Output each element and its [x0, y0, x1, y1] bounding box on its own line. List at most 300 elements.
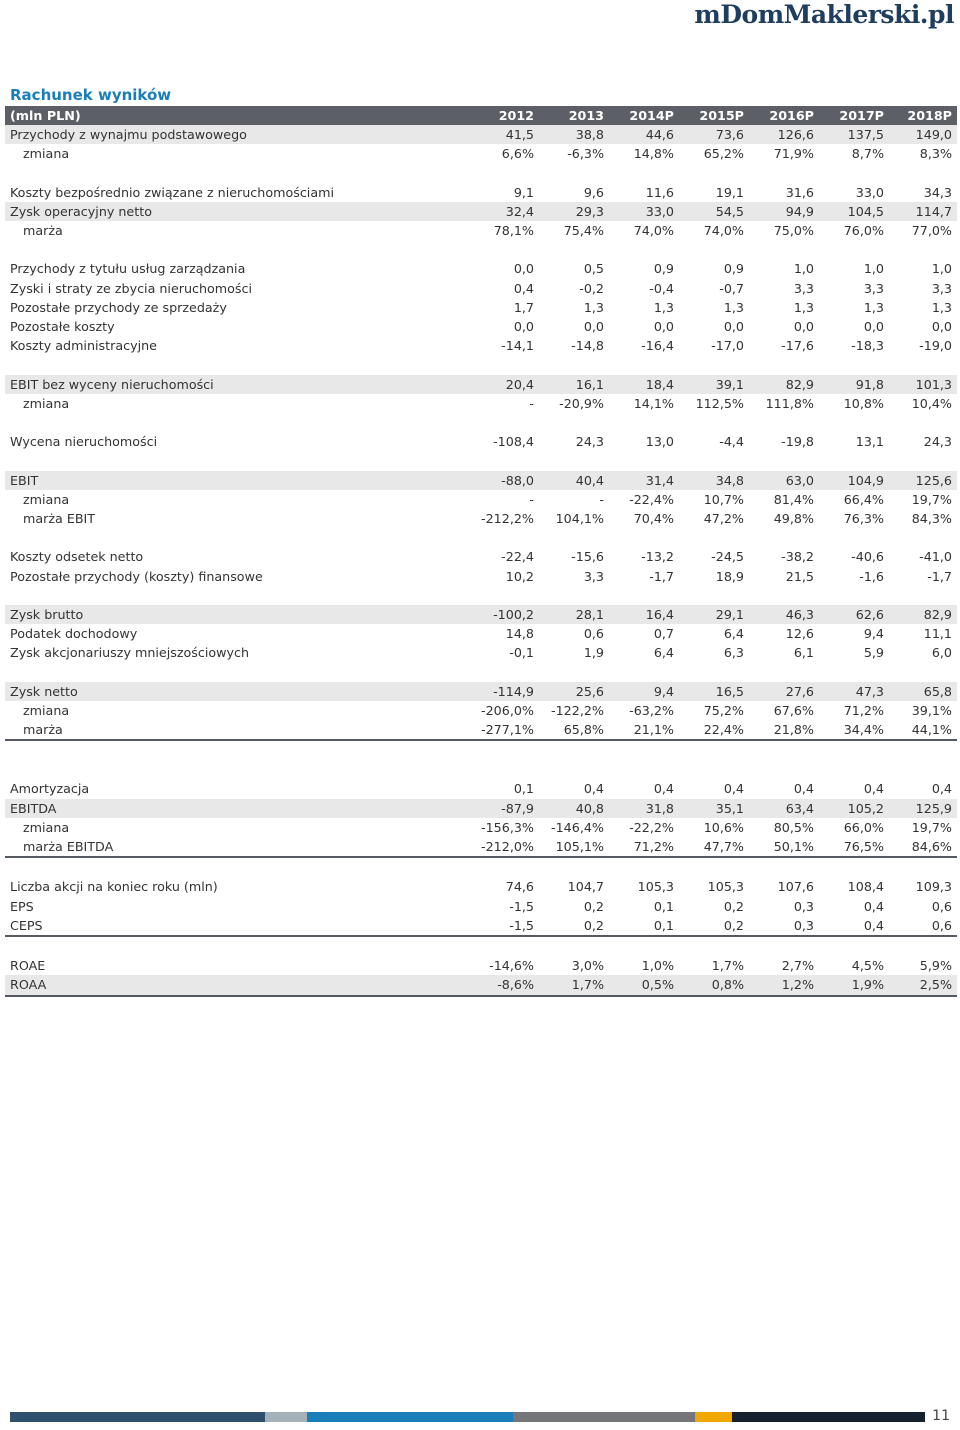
row-value: 44,1% [889, 720, 957, 740]
table-row [5, 375, 957, 394]
row-value: 0,0 [583, 319, 604, 334]
row-value: 8,3% [919, 146, 952, 162]
table-row [5, 125, 957, 144]
row-value: 16,1 [539, 375, 609, 394]
row-label: EBITDA [5, 799, 462, 818]
row-value: 62,6 [819, 605, 889, 624]
row-value: 112,5% [695, 395, 744, 411]
row-value: -22,2% [629, 819, 674, 835]
row-value: 65,8 [889, 682, 957, 701]
table-row [5, 394, 957, 413]
row-label: EBIT bez wyceny nieruchomości [5, 375, 462, 394]
row-value: -1,6 [859, 568, 884, 584]
row-value: 104,1% [555, 510, 604, 526]
row-value: 66,0% [843, 819, 884, 835]
table-row [5, 567, 957, 586]
row-value: 0,6 [889, 916, 957, 936]
footer-bar-segment [732, 1412, 925, 1422]
spacer-row [5, 240, 957, 259]
spacer-cell [5, 240, 957, 259]
row-value: -212,2% [481, 510, 534, 526]
row-value: 46,3 [749, 605, 819, 624]
row-value: 1,9% [819, 975, 889, 995]
row-value: -122,2% [551, 702, 604, 718]
row-value: 38,8 [539, 125, 609, 144]
row-value: 0,4 [793, 781, 814, 797]
row-value: 63,4 [749, 799, 819, 818]
row-value: 0,7 [653, 626, 674, 642]
row-label: marża [23, 223, 63, 238]
row-value: 0,4 [653, 781, 674, 797]
row-value: 1,3 [583, 299, 604, 315]
row-label: Wycena nieruchomości [10, 434, 158, 450]
row-value: -1,5 [509, 898, 534, 914]
row-value: 105,2 [819, 799, 889, 818]
row-value: -8,6% [462, 975, 539, 995]
row-value: 1,9 [583, 645, 604, 661]
spacer-cell [5, 936, 957, 956]
row-value: -1,7 [927, 568, 952, 584]
row-value: - [529, 395, 534, 411]
table-row [5, 144, 957, 163]
row-label: Pozostałe przychody (koszty) finansowe [10, 568, 263, 584]
row-value: 0,4 [513, 280, 534, 296]
row-label: Koszty administracyjne [10, 338, 157, 354]
row-value: 29,1 [679, 605, 749, 624]
row-value: 104,5 [819, 202, 889, 221]
row-value: 0,2 [723, 898, 744, 914]
row-value: 12,6 [785, 626, 814, 642]
row-value: 6,0 [931, 645, 952, 661]
table-row [5, 202, 957, 221]
row-value: 13,1 [855, 434, 884, 450]
spacer-row [5, 451, 957, 470]
row-value: 0,3 [793, 898, 814, 914]
row-value: 14,8 [505, 626, 534, 642]
row-value: -206,0% [481, 702, 534, 718]
row-value: 101,3 [889, 375, 957, 394]
row-value: 105,3 [707, 879, 744, 895]
spacer-row [5, 528, 957, 547]
spacer-row [5, 355, 957, 374]
row-value: 91,8 [819, 375, 889, 394]
row-value: 21,8% [749, 720, 819, 740]
table-row [5, 799, 957, 818]
row-value: -0,7 [719, 280, 744, 296]
row-value: 1,0 [863, 261, 884, 277]
row-value: 2,5% [889, 975, 957, 995]
row-value: 67,6% [773, 702, 814, 718]
row-value: 14,1% [633, 395, 674, 411]
row-value: 1,0 [931, 261, 952, 277]
row-value: 1,7% [539, 975, 609, 995]
row-value: 75,2% [703, 702, 744, 718]
footer-bar-segment [10, 1412, 265, 1422]
row-value: 47,3 [819, 682, 889, 701]
row-value: 29,3 [539, 202, 609, 221]
row-value: 21,1% [609, 720, 679, 740]
row-label: Przychody z tytułu usług zarządzania [10, 261, 246, 277]
spacer-cell [5, 586, 957, 605]
row-value: -108,4 [493, 434, 534, 450]
row-value: 35,1 [679, 799, 749, 818]
row-value: 71,2% [843, 702, 884, 718]
table-row [5, 432, 957, 451]
row-value: -17,6 [781, 338, 814, 354]
table-row [5, 605, 957, 624]
row-value: 74,6 [505, 879, 534, 895]
row-label: marża [5, 720, 462, 740]
row-value: - [529, 491, 534, 507]
row-label: zmiana [23, 702, 70, 718]
row-value: 94,9 [749, 202, 819, 221]
header-year: 2014P [609, 106, 679, 125]
row-label: Zysk akcjonariuszy mniejszościowych [10, 645, 250, 661]
row-value: 0,9 [723, 261, 744, 277]
row-value: 0,2 [539, 916, 609, 936]
row-value: 1,7% [711, 958, 744, 974]
row-value: 0,0 [513, 261, 534, 277]
row-value: 0,6 [583, 626, 604, 642]
row-label: EBIT [5, 471, 462, 490]
row-value: 11,6 [645, 184, 674, 200]
table-row [5, 916, 957, 936]
row-value: 47,7% [679, 837, 749, 857]
row-value: -146,4% [551, 819, 604, 835]
row-value: 50,1% [749, 837, 819, 857]
row-label: ROAA [5, 975, 462, 995]
row-value: 78,1% [493, 223, 534, 238]
row-value: -41,0 [919, 549, 952, 565]
row-value: 16,4 [609, 605, 679, 624]
row-value: 49,8% [773, 510, 814, 526]
row-value: -0,1 [509, 645, 534, 661]
row-value: 149,0 [889, 125, 957, 144]
row-value: 125,6 [889, 471, 957, 490]
row-value: 0,5% [609, 975, 679, 995]
row-value: 107,6 [777, 879, 814, 895]
row-value: -13,2 [641, 549, 674, 565]
row-value: -24,5 [711, 549, 744, 565]
row-label: Podatek dochodowy [10, 626, 138, 642]
row-label: Liczba akcji na koniec roku (mln) [10, 879, 218, 895]
table-row [5, 643, 957, 662]
spacer-cell [5, 528, 957, 547]
row-value: -19,8 [781, 434, 814, 450]
row-label: zmiana [23, 819, 70, 835]
row-value: 76,3% [843, 510, 884, 526]
row-value: 114,7 [889, 202, 957, 221]
row-value: 39,1% [911, 702, 952, 718]
header-year: 2016P [749, 106, 819, 125]
spacer-row [5, 857, 957, 877]
table-row [5, 975, 957, 995]
row-value: 81,4% [773, 491, 814, 507]
row-value: 10,6% [703, 819, 744, 835]
row-value: 19,7% [911, 491, 952, 507]
row-value: 9,6 [583, 184, 604, 200]
header-year: 2013 [539, 106, 609, 125]
row-value: -63,2% [629, 702, 674, 718]
row-value: 0,4 [819, 916, 889, 936]
row-value: -88,0 [462, 471, 539, 490]
table-row [5, 259, 957, 278]
row-value: 80,5% [773, 819, 814, 835]
row-value: 10,8% [843, 395, 884, 411]
spacer-cell [5, 355, 957, 374]
spacer-row [5, 663, 957, 682]
brand-logo: mDomMaklerski.pl [694, 0, 954, 29]
row-value: - [599, 491, 604, 507]
row-value: 111,8% [765, 395, 814, 411]
row-value: 0,0 [931, 319, 952, 334]
row-label: CEPS [5, 916, 462, 936]
spacer-row [5, 586, 957, 605]
row-value: -14,6% [489, 958, 534, 974]
row-value: -0,2 [579, 280, 604, 296]
row-value: 104,9 [819, 471, 889, 490]
row-label: Amortyzacja [10, 781, 90, 797]
row-value: 31,4 [609, 471, 679, 490]
row-value: 76,5% [819, 837, 889, 857]
row-label: marża EBIT [23, 510, 96, 526]
row-value: 3,0% [571, 958, 604, 974]
footer-bar-segment [695, 1412, 732, 1422]
row-value: -87,9 [462, 799, 539, 818]
row-value: 22,4% [679, 720, 749, 740]
row-value: 6,4 [723, 626, 744, 642]
row-value: 5,9 [863, 645, 884, 661]
row-value: 19,1 [715, 184, 744, 200]
row-value: 24,3 [575, 434, 604, 450]
row-value: 14,8% [633, 146, 674, 162]
row-value: 109,3 [915, 879, 952, 895]
footer-bar-segment [513, 1412, 695, 1422]
row-label: Pozostałe przychody ze sprzedaży [10, 299, 227, 315]
table-row [5, 471, 957, 490]
table-header-row [5, 106, 957, 125]
row-value: 31,8 [609, 799, 679, 818]
page-title: Rachunek wyników [10, 86, 172, 104]
row-value: 75,0% [773, 223, 814, 238]
table-row [5, 897, 957, 916]
row-value: 13,0 [645, 434, 674, 450]
row-value: 1,0% [641, 958, 674, 974]
row-value: 1,3 [653, 299, 674, 315]
row-value: 41,5 [462, 125, 539, 144]
row-value: -14,8 [571, 338, 604, 354]
row-value: 0,0 [793, 319, 814, 334]
row-value: 8,7% [851, 146, 884, 162]
row-label: Koszty odsetek netto [10, 549, 144, 565]
row-value: 6,1 [793, 645, 814, 661]
row-value: 126,6 [749, 125, 819, 144]
row-value: 6,3 [723, 645, 744, 661]
table-row [5, 509, 957, 528]
row-value: 84,6% [889, 837, 957, 857]
row-value: -4,4 [719, 434, 744, 450]
row-value: 3,3 [583, 568, 604, 584]
row-value: -40,6 [851, 549, 884, 565]
row-value: 3,3 [931, 280, 952, 296]
row-value: 74,0% [633, 223, 674, 238]
spacer-row [5, 413, 957, 432]
row-value: -1,5 [462, 916, 539, 936]
row-value: 0,2 [679, 916, 749, 936]
row-value: 47,2% [703, 510, 744, 526]
row-value: 0,0 [863, 319, 884, 334]
income-statement-table [5, 106, 957, 997]
row-value: 20,4 [462, 375, 539, 394]
row-value: 32,4 [462, 202, 539, 221]
row-value: 66,4% [843, 491, 884, 507]
row-value: 84,3% [911, 510, 952, 526]
row-value: 10,4% [911, 395, 952, 411]
row-value: 82,9 [749, 375, 819, 394]
row-value: 137,5 [819, 125, 889, 144]
header-unit-label: (mln PLN) [5, 106, 462, 125]
row-value: 40,8 [539, 799, 609, 818]
row-value: 11,1 [923, 626, 952, 642]
footer-color-bar [10, 1412, 925, 1422]
row-value: -19,0 [919, 338, 952, 354]
row-value: 1,3 [723, 299, 744, 315]
spacer-cell [5, 857, 957, 877]
row-label: Zysk brutto [5, 605, 462, 624]
row-value: -100,2 [462, 605, 539, 624]
row-value: -22,4 [501, 549, 534, 565]
row-value: 0,8% [679, 975, 749, 995]
row-value: 1,3 [931, 299, 952, 315]
page-number: 11 [932, 1408, 950, 1424]
header-year: 2012 [462, 106, 539, 125]
row-value: 27,6 [749, 682, 819, 701]
row-value: 74,0% [703, 223, 744, 238]
table-row [5, 701, 957, 720]
row-label: zmiana [23, 146, 70, 162]
row-value: -17,0 [711, 338, 744, 354]
row-value: 24,3 [923, 434, 952, 450]
table-row [5, 720, 957, 740]
row-value: 0,0 [653, 319, 674, 334]
row-value: 10,7% [703, 491, 744, 507]
row-label: Zyski i straty ze zbycia nieruchomości [10, 280, 253, 296]
row-value: 0,0 [513, 319, 534, 334]
row-label: Pozostałe koszty [10, 319, 115, 334]
row-value: 104,7 [567, 879, 604, 895]
row-value: -18,3 [851, 338, 884, 354]
table-row [5, 682, 957, 701]
row-value: 16,5 [679, 682, 749, 701]
row-value: 39,1 [679, 375, 749, 394]
row-value: 76,0% [843, 223, 884, 238]
row-value: 65,2% [703, 146, 744, 162]
row-value: -114,9 [462, 682, 539, 701]
row-value: 28,1 [539, 605, 609, 624]
row-value: 0,6 [931, 898, 952, 914]
row-value: 34,3 [923, 184, 952, 200]
row-value: 0,9 [653, 261, 674, 277]
table-row [5, 779, 957, 798]
table-row [5, 298, 957, 317]
table-row [5, 490, 957, 509]
row-value: -16,4 [641, 338, 674, 354]
row-value: 65,8% [539, 720, 609, 740]
row-value: 0,1 [609, 916, 679, 936]
row-value: 0,4 [863, 781, 884, 797]
row-value: 33,0 [855, 184, 884, 200]
row-value: 108,4 [847, 879, 884, 895]
header-year: 2017P [819, 106, 889, 125]
row-value: 1,2% [749, 975, 819, 995]
row-value: 73,6 [679, 125, 749, 144]
table-row [5, 279, 957, 298]
footer-bar-segment [265, 1412, 307, 1422]
table-row [5, 221, 957, 240]
row-value: 0,0 [723, 319, 744, 334]
row-value: 1,3 [863, 299, 884, 315]
header-year: 2015P [679, 106, 749, 125]
spacer-row [5, 740, 957, 779]
row-value: -14,1 [501, 338, 534, 354]
row-value: 5,9% [919, 958, 952, 974]
spacer-cell [5, 451, 957, 470]
row-value: -212,0% [462, 837, 539, 857]
row-value: 40,4 [539, 471, 609, 490]
row-value: 9,4 [609, 682, 679, 701]
row-value: 4,5% [851, 958, 884, 974]
row-label: zmiana [23, 491, 70, 507]
row-value: 18,4 [609, 375, 679, 394]
row-value: -38,2 [781, 549, 814, 565]
row-label: Zysk operacyjny netto [5, 202, 462, 221]
table-row [5, 818, 957, 837]
row-value: 0,4 [723, 781, 744, 797]
spacer-cell [5, 413, 957, 432]
row-label: Przychody z wynajmu podstawowego [5, 125, 462, 144]
spacer-cell [5, 740, 957, 779]
header-year: 2018P [889, 106, 957, 125]
row-value: 105,3 [637, 879, 674, 895]
row-value: 0,5 [583, 261, 604, 277]
row-value: 31,6 [785, 184, 814, 200]
row-value: 6,4 [653, 645, 674, 661]
spacer-cell [5, 663, 957, 682]
row-value: 0,3 [749, 916, 819, 936]
row-value: 25,6 [539, 682, 609, 701]
row-value: 18,9 [715, 568, 744, 584]
row-label: Zysk netto [5, 682, 462, 701]
row-value: 3,3 [863, 280, 884, 296]
row-value: 75,4% [563, 223, 604, 238]
footer-bar-segment [307, 1412, 513, 1422]
table-body [5, 125, 957, 996]
row-label: marża EBITDA [5, 837, 462, 857]
row-value: 105,1% [539, 837, 609, 857]
row-value: 0,4 [863, 898, 884, 914]
row-value: 0,4 [583, 781, 604, 797]
row-value: 33,0 [609, 202, 679, 221]
row-label: EPS [10, 898, 34, 914]
spacer-row [5, 936, 957, 956]
row-value: 3,3 [793, 280, 814, 296]
row-value: 1,7 [513, 299, 534, 315]
row-value: -22,4% [629, 491, 674, 507]
row-value: 44,6 [609, 125, 679, 144]
row-value: 6,6% [501, 146, 534, 162]
row-value: 71,9% [773, 146, 814, 162]
row-value: 70,4% [633, 510, 674, 526]
